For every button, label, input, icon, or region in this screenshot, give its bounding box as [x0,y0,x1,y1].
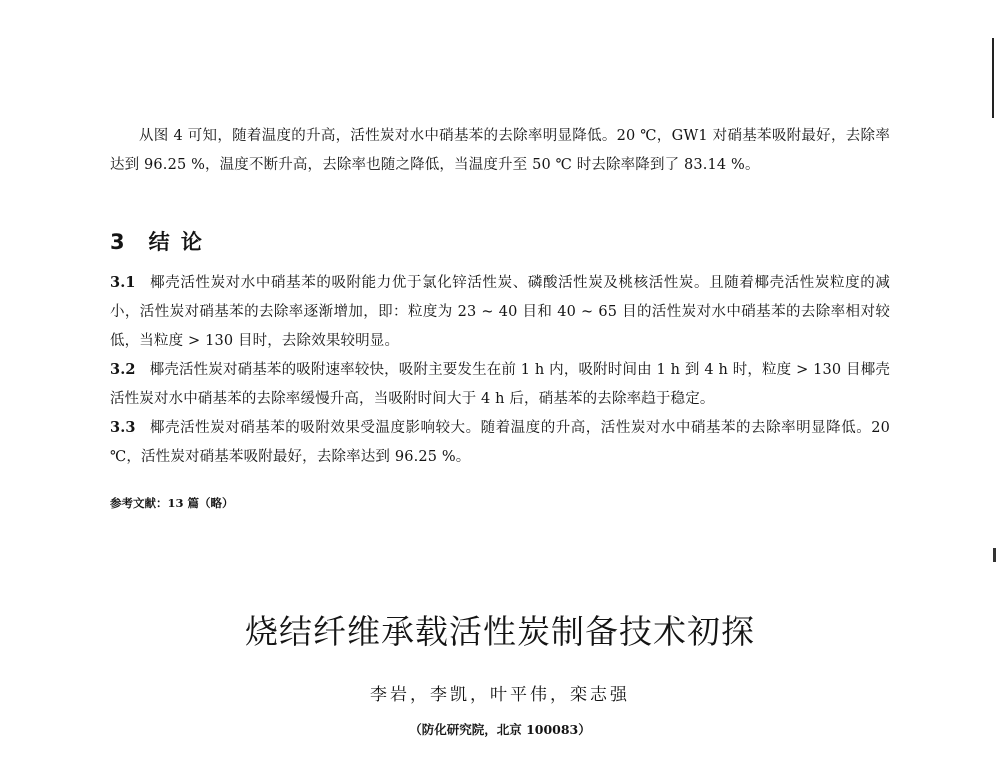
item-number: 3.3 [110,419,136,436]
conclusion-item-1 [110,268,890,356]
section-number: 3 [110,230,127,254]
item-number: 3.2 [110,361,136,378]
conclusion-item-2 [110,355,890,414]
references-note: 参考文献：13 篇（略） [110,496,234,510]
section-heading [110,226,204,256]
intro-paragraph: 从图 4 可知，随着温度的升高，活性炭对水中硝基苯的去除率明显降低。20 ℃，GW1 对硝基苯吸附最好，去除率达到 96.25 %，温度不断升高，去除率也随之降低，当温度升至 50 ℃ 时去除率降到了 83.14 %。 [110,128,890,173]
section-title: 结 论 [148,230,204,254]
conclusion-item-3 [110,413,890,472]
article-affiliation: （防化研究院，北京 100083） [409,722,591,737]
article-authors: 李岩，李凯，叶平伟，栾志强 [370,685,630,705]
scan-edge-mark [992,38,994,118]
item-number: 3.1 [110,274,136,291]
item-text: 椰壳活性炭对水中硝基苯的吸附能力优于氯化锌活性炭、磷酸活性炭及桃核活性炭。且随着椰壳活性炭粒度的减小，活性炭对硝基苯的去除率逐渐增加，即：粒度为 23 ~ 40 目和 40 ~ 65 目的活性炭对水中硝基苯的去除率相对较低，当粒度 > 130 目时，去除效果较明显。 [110,275,890,349]
scan-edge-mark [993,548,996,562]
article-title: 烧结纤维承载活性炭制备技术初探 [245,612,755,651]
item-text: 椰壳活性炭对硝基苯的吸附速率较快，吸附主要发生在前 1 h 内，吸附时间由 1 h 到 4 h 时，粒度 > 130 目椰壳活性炭对水中硝基苯的去除率缓慢升高，当吸附时间大于 4 h 后，硝基苯的去除率趋于稳定。 [110,362,890,407]
item-text: 椰壳活性炭对硝基苯的吸附效果受温度影响较大。随着温度的升高，活性炭对水中硝基苯的去除率明显降低。20 ℃，活性炭对硝基苯吸附最好，去除率达到 96.25 %。 [110,420,890,465]
